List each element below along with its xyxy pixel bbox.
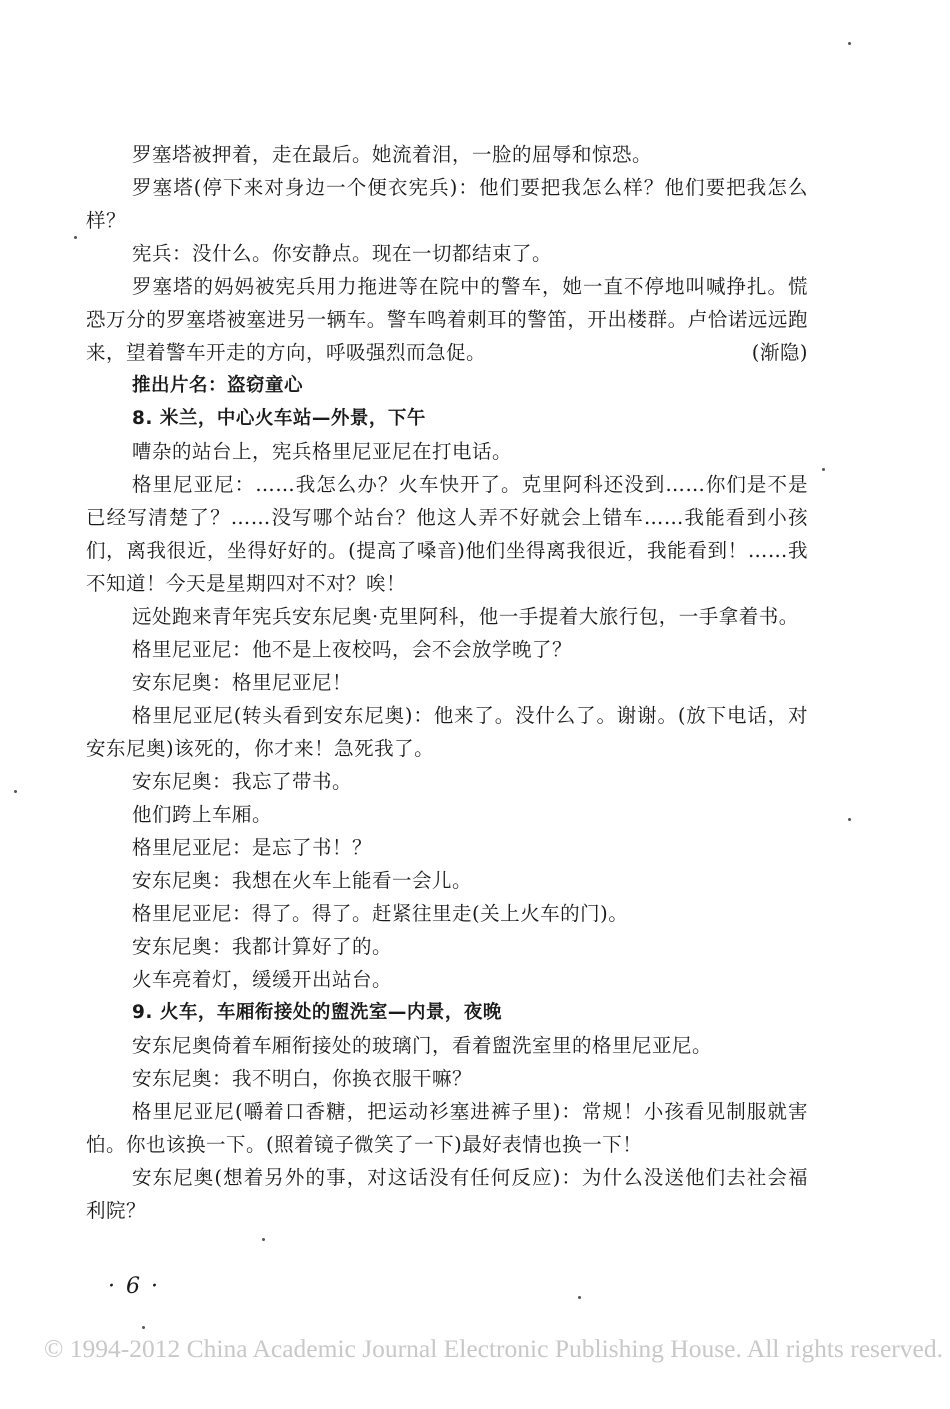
body-text <box>86 138 808 1227</box>
paragraph-text: 安东尼奥：我不明白，你换衣服干嘛？ <box>132 1067 473 1090</box>
scan-speck <box>848 42 851 45</box>
paragraph-text: 远处跑来青年宪兵安东尼奥·克里阿科，他一手提着大旅行包，一手拿着书。 <box>132 605 799 628</box>
paragraph <box>86 666 808 699</box>
copyright-watermark: © 1994-2012 China Academic Journal Electronic Publishing House. All rights reserved. <box>44 1334 943 1363</box>
paragraph <box>86 270 808 369</box>
paragraph <box>86 633 808 666</box>
paragraph <box>86 1161 808 1227</box>
paragraph-text: 9. 火车，车厢衔接处的盥洗室—内景，夜晚 <box>132 1002 502 1023</box>
paragraph <box>86 798 808 831</box>
paragraph <box>86 1029 808 1062</box>
scan-speck <box>142 1326 145 1329</box>
paragraph-text: 8. 米兰，中心火车站—外景，下午 <box>132 408 426 429</box>
paragraph-text: 格里尼亚尼：他不是上夜校吗，会不会放学晚了？ <box>132 638 573 661</box>
paragraph-text: 罗塞塔被押着，走在最后。她流着泪，一脸的屈辱和惊恐。 <box>132 143 653 166</box>
paragraph-text: 安东尼奥：我忘了带书。 <box>132 770 353 793</box>
paragraph-text: 安东尼奥：我想在火车上能看一会儿。 <box>132 869 473 892</box>
paragraph <box>86 237 808 270</box>
page-number: · 6 · <box>108 1274 160 1299</box>
section-heading <box>86 369 808 402</box>
paragraph-text: 格里尼亚尼(嚼着口香糖，把运动衫塞进裤子里)：常规！小孩看见制服就害怕。你也该换一下。(照着镜子微笑了一下)最好表情也换一下！ <box>86 1100 808 1156</box>
paragraph-text: 安东尼奥倚着车厢衔接处的玻璃门，看着盥洗室里的格里尼亚尼。 <box>132 1034 713 1057</box>
paragraph <box>86 864 808 897</box>
paragraph <box>86 435 808 468</box>
paragraph-text: 格里尼亚尼：……我怎么办？火车快开了。克里阿科还没到……你们是不是已经写清楚了？……没写哪个站台？他这人弄不好就会上错车……我能看到小孩们，离我很近，坐得好好的。(提高了嗓音)他们坐得离我很近，我能看到！……我不知道！今天是星期四对不对？唉！ <box>86 473 808 595</box>
paragraph-text: 他们跨上车厢。 <box>132 803 273 826</box>
paragraph-text: 安东尼奥(想着另外的事，对这话没有任何反应)：为什么没送他们去社会福利院？ <box>86 1166 808 1222</box>
paragraph-text: 罗塞塔(停下来对身边一个便衣宪兵)：他们要把我怎么样？他们要把我怎么样？ <box>86 176 808 232</box>
paragraph-text: 推出片名：盗窃童心 <box>132 375 304 396</box>
scan-speck <box>74 236 77 239</box>
stage-direction: (渐隐) <box>751 341 808 364</box>
paragraph <box>86 138 808 171</box>
paragraph <box>86 1062 808 1095</box>
scan-speck <box>822 468 825 471</box>
scan-speck <box>848 818 851 821</box>
paragraph <box>86 600 808 633</box>
paragraph <box>86 963 808 996</box>
paragraph <box>86 1095 808 1161</box>
scan-speck <box>262 1238 265 1241</box>
scan-speck <box>14 790 17 793</box>
section-heading <box>86 996 808 1029</box>
paragraph <box>86 171 808 237</box>
paragraph <box>86 765 808 798</box>
paragraph-text: 宪兵：没什么。你安静点。现在一切都结束了。 <box>132 242 553 265</box>
paragraph-text: 罗塞塔的妈妈被宪兵用力拖进等在院中的警车，她一直不停地叫喊挣扎。慌恐万分的罗塞塔被塞进另一辆车。警车鸣着刺耳的警笛，开出楼群。卢恰诺远远跑来，望着警车开走的方向，呼吸强烈而急促。 <box>86 275 808 364</box>
paragraph <box>86 897 808 930</box>
paragraph-text: 火车亮着灯，缓缓开出站台。 <box>132 968 393 991</box>
paragraph-text: 安东尼奥：我都计算好了的。 <box>132 935 393 958</box>
scan-speck <box>578 1296 581 1299</box>
paragraph-text: 格里尼亚尼：是忘了书！？ <box>132 836 373 859</box>
paragraph-text: 安东尼奥：格里尼亚尼！ <box>132 671 353 694</box>
paragraph-text: 格里尼亚尼：得了。得了。赶紧往里走(关上火车的门)。 <box>132 902 629 925</box>
section-heading <box>86 402 808 435</box>
paragraph-text: 嘈杂的站台上，宪兵格里尼亚尼在打电话。 <box>132 440 513 463</box>
paragraph-text: 格里尼亚尼(转头看到安东尼奥)：他来了。没什么了。谢谢。(放下电话，对安东尼奥)该死的，你才来！急死我了。 <box>86 704 808 760</box>
paragraph <box>86 930 808 963</box>
paragraph <box>86 831 808 864</box>
paragraph <box>86 468 808 600</box>
paragraph <box>86 699 808 765</box>
